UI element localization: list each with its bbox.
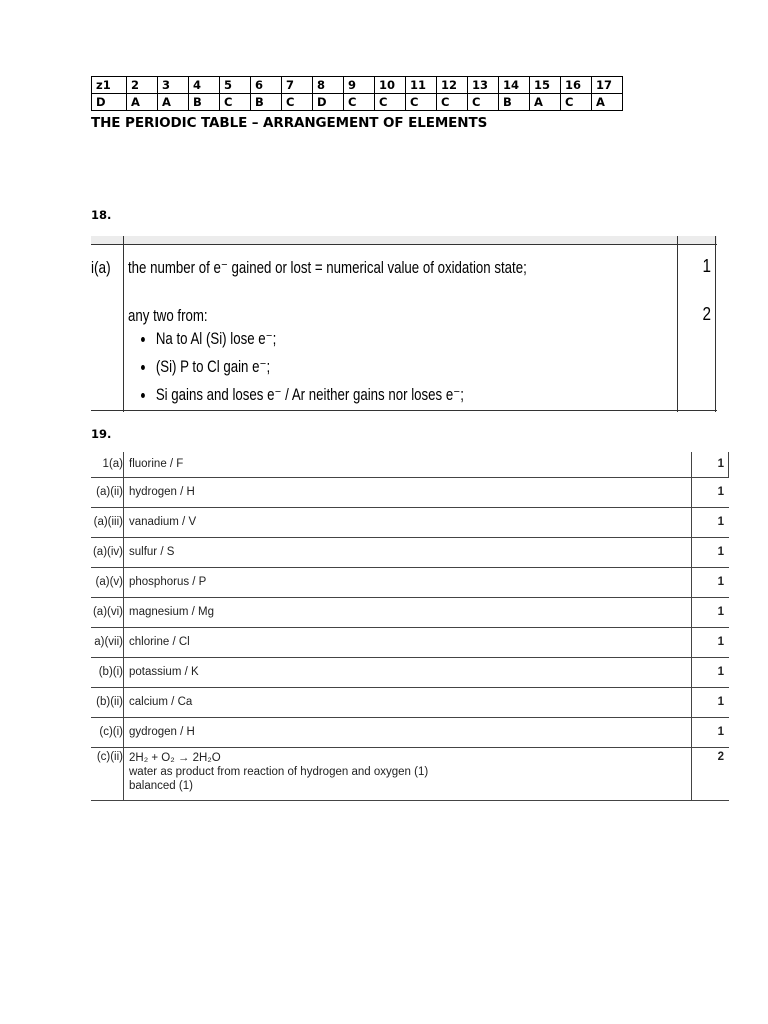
question-number-cell: 5: [220, 77, 251, 94]
q19-answer-line: balanced (1): [129, 780, 193, 792]
q19-answer-text: magnesium / Mg: [129, 606, 215, 618]
q18-bullet-text: Si gains and loses e⁻ / Ar neither gains nor loses e⁻;: [155, 385, 464, 404]
q19-mark: 1: [717, 696, 724, 708]
table-row: [91, 688, 729, 718]
answer-cell: C: [437, 94, 468, 111]
answer-key-numbers-row: [92, 77, 623, 94]
question-number-cell: 2: [127, 77, 158, 94]
answer-cell: C: [344, 94, 375, 111]
answer-cell: D: [92, 94, 127, 111]
q19-answer-text: gydrogen / H: [129, 726, 195, 738]
bullet-icon: [141, 365, 145, 370]
q19-mark: 1: [717, 666, 724, 678]
question-number-cell: 14: [499, 77, 530, 94]
q19-mark: 1: [717, 516, 724, 528]
q18-bottom-rule: [91, 410, 717, 411]
q19-answer-text: [129, 751, 428, 793]
q19-part-label: (c)(ii): [96, 751, 123, 763]
answer-cell: C: [406, 94, 437, 111]
answer-cell: A: [127, 94, 158, 111]
q19-part-label: (a)(vi): [92, 606, 123, 618]
table-row: [91, 538, 729, 568]
answer-cell: C: [220, 94, 251, 111]
q18-col-divider: [123, 236, 124, 412]
q19-answer-line: water as product from reaction of hydrogen and oxygen (1): [129, 766, 429, 778]
section-heading: THE PERIODIC TABLE – ARRANGEMENT OF ELEMENTS: [91, 115, 488, 131]
answer-cell: C: [561, 94, 592, 111]
q18-intro-text: any two from:: [128, 306, 208, 325]
q19-mark: 1: [717, 486, 724, 498]
q18-markscheme: [91, 236, 717, 412]
q19-part-label: (b)(ii): [96, 696, 123, 708]
answer-key-answers-row: [92, 94, 623, 111]
q19-part-label: (a)(iv): [92, 546, 123, 558]
q19-mark: 2: [717, 751, 724, 763]
table-row: [91, 628, 729, 658]
question-number-cell: 17: [592, 77, 623, 94]
q19-part-label: (c)(i): [99, 726, 123, 738]
q19-mark: 1: [717, 458, 724, 470]
bullet-icon: [141, 393, 145, 398]
q18-mark-divider: [677, 236, 678, 412]
question-number-cell: 16: [561, 77, 592, 94]
answer-cell: C: [282, 94, 313, 111]
q19-part-label: (b)(i): [98, 666, 123, 678]
table-row: [91, 748, 729, 801]
answer-key-table: [91, 76, 623, 111]
q18-bullet-text: (Si) P to Cl gain e⁻;: [155, 357, 271, 376]
table-row: [91, 598, 729, 628]
table-row: [91, 658, 729, 688]
question-number-cell: 4: [189, 77, 220, 94]
q19-answer-text: phosphorus / P: [129, 576, 207, 588]
q19-answer-text: potassium / K: [129, 666, 199, 678]
q18-right-border: [715, 236, 716, 412]
answer-cell: C: [375, 94, 406, 111]
q18-header-band: [91, 236, 717, 244]
answer-cell: B: [499, 94, 530, 111]
q19-part-label: (a)(iii): [93, 516, 123, 528]
q19-mark: 1: [717, 576, 724, 588]
question-number-cell: 13: [468, 77, 499, 94]
answer-cell: A: [530, 94, 561, 111]
q19-answer-text: vanadium / V: [129, 516, 197, 528]
question-number-cell: 15: [530, 77, 561, 94]
q18-bullet-item: [141, 357, 270, 377]
q18-bullets-mark: 2: [702, 304, 711, 324]
q18-part-label: i(a): [91, 258, 111, 277]
q19-answer-text: chlorine / Cl: [129, 636, 190, 648]
question-number-cell: 7: [282, 77, 313, 94]
q19-answer-text: sulfur / S: [129, 546, 175, 558]
q19-answer-text: hydrogen / H: [129, 486, 195, 498]
q19-part-label: (a)(v): [95, 576, 123, 588]
question-number-cell: 3: [158, 77, 189, 94]
table-row: [91, 508, 729, 538]
q19-markscheme: [91, 452, 729, 801]
table-row: [91, 478, 729, 508]
question-number-cell: 12: [437, 77, 468, 94]
q18-bullet-text: Na to Al (Si) lose e⁻;: [155, 329, 277, 348]
q18-bullet-item: [141, 385, 464, 405]
q19-part-label: a)(vii): [94, 636, 123, 648]
question-19-number: 19.: [91, 427, 112, 441]
q19-part-label: (a)(ii): [96, 486, 123, 498]
answer-cell: A: [592, 94, 623, 111]
question-number-cell: 9: [344, 77, 375, 94]
q18-answer-mark: 1: [702, 256, 711, 276]
answer-cell: D: [313, 94, 344, 111]
q19-mark: 1: [717, 726, 724, 738]
q19-mark: 1: [717, 546, 724, 558]
q18-answer-text: the number of e⁻ gained or lost = numerical value of oxidation state;: [128, 258, 527, 277]
q19-part-label: 1(a): [102, 458, 123, 470]
question-number-cell: 6: [251, 77, 282, 94]
answer-cell: B: [189, 94, 220, 111]
answer-cell: A: [158, 94, 189, 111]
question-number-cell: 8: [313, 77, 344, 94]
table-row: [91, 718, 729, 748]
q18-bullet-item: [141, 329, 276, 349]
bullet-icon: [141, 337, 145, 342]
q19-mark: 1: [717, 606, 724, 618]
table-row: [91, 568, 729, 598]
q19-answer-text: calcium / Ca: [129, 696, 193, 708]
q19-equation: 2H₂ + O₂ → 2H₂O: [129, 752, 221, 764]
question-18-number: 18.: [91, 208, 112, 222]
question-number-cell: 11: [406, 77, 437, 94]
question-number-cell: 10: [375, 77, 406, 94]
q18-top-rule: [91, 244, 717, 245]
question-number-cell: z1: [92, 77, 127, 94]
table-row: [91, 452, 729, 478]
answer-cell: B: [251, 94, 282, 111]
q19-answer-text: fluorine / F: [129, 458, 184, 470]
answer-cell: C: [468, 94, 499, 111]
q19-mark: 1: [717, 636, 724, 648]
